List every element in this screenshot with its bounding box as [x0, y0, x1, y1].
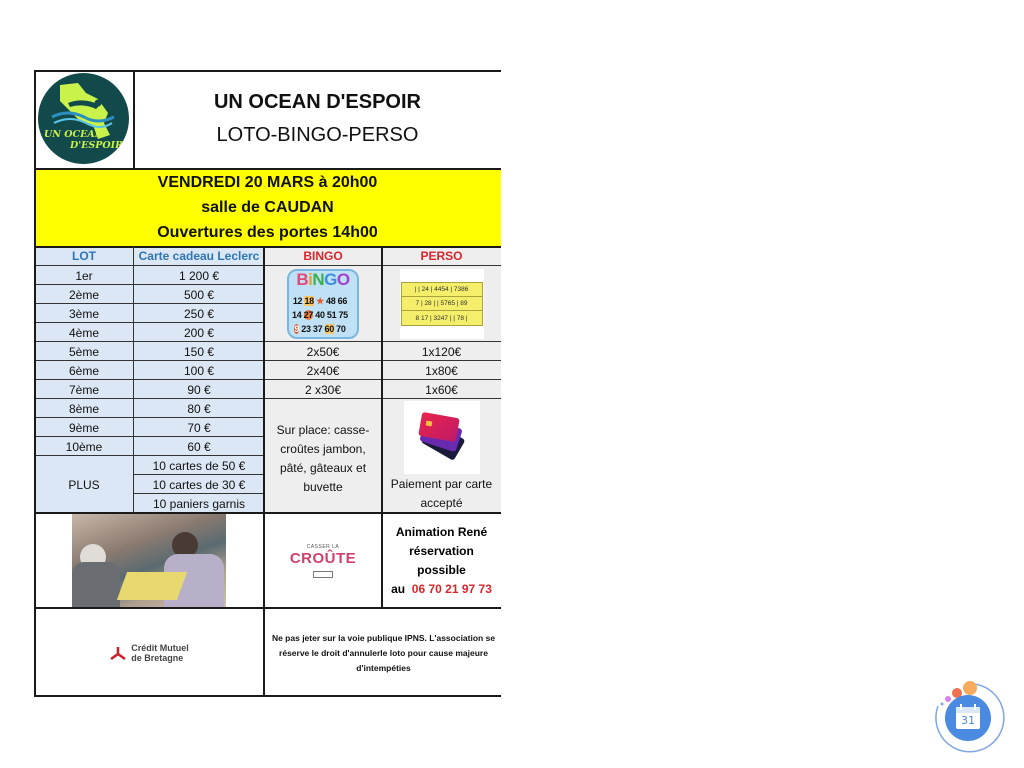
divider — [263, 246, 265, 696]
bingo-players-photo — [72, 514, 226, 608]
animation-cell — [382, 514, 501, 608]
phone-prefix: au — [391, 582, 406, 596]
perso-value: 1x120€ — [382, 342, 501, 361]
calendar-day: 31 — [961, 714, 975, 727]
divider — [134, 474, 264, 475]
plus-item: 10 paniers garnis — [134, 494, 264, 513]
lot-prize: 100 € — [134, 361, 264, 380]
payment-text: Paiement par carte accepté — [390, 477, 493, 510]
lot-rank: 4ème — [34, 323, 134, 342]
croute-badge-icon — [313, 571, 333, 578]
lot-rank: 6ème — [34, 361, 134, 380]
plus-label: PLUS — [34, 456, 134, 513]
divider — [34, 607, 501, 609]
perso-grid: | | 24 | 4454 | 7386 7 | 28 | | 5765 | 89 8 17 | 3247 | | 78 | — [401, 282, 483, 326]
page-subtitle: LOTO-BINGO-PERSO — [216, 124, 419, 146]
event-date: VENDREDI 20 MARS à 20h00 — [157, 174, 378, 191]
animation-line2: réservation — [409, 544, 474, 558]
lot-prize: 1 200 € — [134, 266, 264, 285]
lot-prize: 70 € — [134, 418, 264, 437]
lot-prize: 90 € — [134, 380, 264, 399]
lot-prize: 500 € — [134, 285, 264, 304]
bingo-value: 2 x30€ — [264, 380, 382, 399]
divider — [34, 246, 501, 248]
bank-line2: de Bretagne — [131, 653, 184, 663]
phone-number: 06 70 21 97 73 — [411, 582, 492, 596]
plus-item: 10 cartes de 30 € — [134, 475, 264, 494]
lot-rank: 2ème — [34, 285, 134, 304]
lot-rank: 5ème — [34, 342, 134, 361]
bingo-card-image — [287, 269, 359, 339]
lot-prize: 80 € — [134, 399, 264, 418]
divider — [134, 493, 264, 494]
divider — [34, 695, 501, 697]
payment-cell — [382, 399, 501, 513]
event-venue: salle de CAUDAN — [201, 199, 334, 216]
logo-text-line2: D'ESPOIR — [70, 140, 124, 151]
credit-mutuel-logo — [34, 609, 264, 697]
divider — [34, 398, 501, 399]
flyer — [34, 70, 501, 697]
logo-cell — [34, 70, 134, 168]
perso-value: 1x80€ — [382, 361, 501, 380]
col-header-bingo: BINGO — [264, 247, 382, 265]
header-titles — [134, 70, 501, 168]
credit-cards-icon — [404, 401, 480, 474]
perso-card-image — [400, 269, 484, 339]
divider — [34, 379, 501, 380]
event-doors: Ouvertures des portes 14h00 — [157, 224, 378, 241]
lot-prize: 60 € — [134, 437, 264, 456]
divider — [34, 341, 501, 342]
col-header-lot: LOT — [34, 247, 134, 265]
bingo-value: 2x40€ — [264, 361, 382, 380]
bingo-value: 2x50€ — [264, 342, 382, 361]
divider — [133, 246, 134, 513]
lot-rank: 9ème — [34, 418, 134, 437]
legal-notice: Ne pas jeter sur la voie publique IPNS. L'association se réserve le droit d'annulerle loto pour cause majeure d'intempéties — [271, 632, 496, 673]
lot-prize: 250 € — [134, 304, 264, 323]
animation-line1: Animation René — [395, 525, 488, 539]
divider — [381, 246, 383, 608]
plus-item: 10 cartes de 50 € — [134, 456, 264, 475]
bingo-image-cell — [264, 266, 382, 342]
lot-prize: 150 € — [134, 342, 264, 361]
divider — [34, 436, 264, 437]
lot-rank: 3ème — [34, 304, 134, 323]
col-header-carte: Carte cadeau Leclerc — [134, 247, 264, 265]
divider — [34, 512, 501, 514]
lot-rank: 8ème — [34, 399, 134, 418]
page-title: UN OCEAN D'ESPOIR — [213, 91, 421, 113]
bingo-numbers: 12 18 ★ 48 66 14 27 40 51 75 9 23 37 60 70 — [292, 296, 348, 334]
lot-rank: 10ème — [34, 437, 134, 456]
credit-mutuel-icon — [109, 645, 127, 661]
divider — [133, 70, 135, 168]
divider — [34, 265, 501, 266]
lot-prize: 200 € — [134, 323, 264, 342]
divider — [34, 284, 264, 285]
animation-line3: possible — [417, 563, 466, 577]
croute-big-text: CROÛTE — [289, 550, 357, 567]
event-banner — [34, 169, 501, 246]
divider — [34, 168, 501, 170]
divider — [34, 417, 264, 418]
casser-la-croute-logo — [264, 514, 382, 608]
lot-rank: 7ème — [34, 380, 134, 399]
col-header-perso: PERSO — [382, 247, 501, 265]
food-info: Sur place: casse-croûtes jambon, pâté, gâteaux et buvette — [264, 399, 382, 513]
un-ocean-logo — [38, 73, 129, 164]
bank-line1: Crédit Mutuel — [131, 643, 189, 653]
croute-small-text: CASSER LA — [306, 544, 340, 550]
divider — [34, 360, 501, 361]
divider — [34, 322, 264, 323]
photo-cell — [34, 514, 264, 608]
perso-value: 1x60€ — [382, 380, 501, 399]
divider — [34, 70, 501, 72]
perso-image-cell — [382, 266, 501, 342]
lot-rank: 1er — [34, 266, 134, 285]
calendar-widget-button[interactable] — [930, 676, 1010, 756]
bingo-word: BiNGO — [296, 270, 350, 289]
divider — [34, 455, 264, 456]
divider — [34, 303, 264, 304]
divider — [34, 70, 36, 697]
logo-text-line1: UN OCEAN — [44, 129, 104, 140]
